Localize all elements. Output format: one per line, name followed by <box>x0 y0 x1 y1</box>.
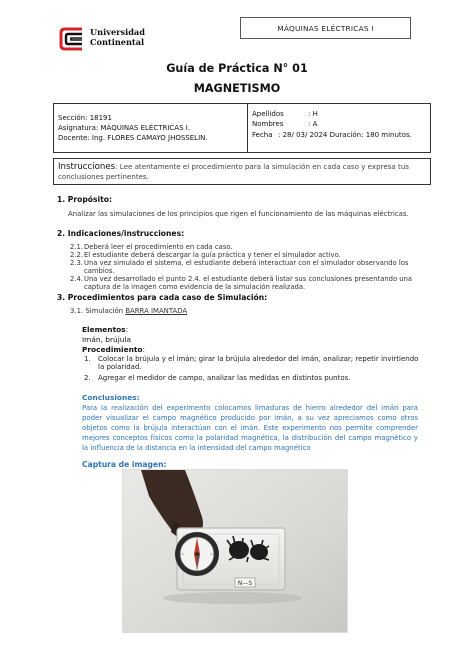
apellidos-row <box>252 109 430 119</box>
list-item-number: 2.2. <box>70 251 83 259</box>
procedure-step <box>84 374 422 382</box>
list-item-text: Una vez desarrollado el punto 2.4. el estudiante deberá listar sus conclusiones presentando una captura de la imagen como evidencia de la simulación realizada. <box>84 275 413 291</box>
subject-label: Asignatura: <box>58 124 101 132</box>
nombres-value: : A <box>308 120 318 129</box>
compass-icon <box>175 532 219 576</box>
university-name-line1: Universidad <box>90 27 145 37</box>
subject-field <box>58 123 247 133</box>
elements-heading <box>82 325 128 334</box>
subject-value: MÁQUINAS ELÉCTRICAS I. <box>100 124 191 132</box>
capture-title: Captura de imagen: <box>82 460 167 469</box>
procedure-step <box>84 355 422 372</box>
procedure-step-number: 2. <box>84 374 91 382</box>
list-item-text: Una vez simulado el sistema, el estudiante deberá interactuar con el simulador observando los cambios. <box>84 259 409 275</box>
page-subtitle: MAGNETISMO <box>193 82 281 95</box>
apellidos-value: : H <box>308 110 318 118</box>
subsection-3-1-prefix: 3.1. Simulación <box>70 307 126 315</box>
instructions-box <box>53 158 431 185</box>
simulation-link[interactable]: BARRA IMANTADA <box>125 307 188 315</box>
section-2-title: 2. Indicaciones/instrucciones: <box>57 229 185 238</box>
experiment-photo-illustration <box>123 470 348 633</box>
nombres-label: Nombres <box>252 120 284 129</box>
list-item-text: Deberá leer el procedimiento en cada caso. <box>84 243 233 251</box>
subsection-3-1 <box>70 307 187 315</box>
fecha-row <box>252 130 430 140</box>
elements-value: Imán, brújula <box>82 335 132 344</box>
student-fields <box>248 104 430 152</box>
course-tag: MÁQUINAS ELÉCTRICAS I <box>240 17 411 39</box>
teacher-field: Docente: Ing. FLORES CAMAYO JHOSSELIN. <box>58 134 208 142</box>
fecha-label: Fecha <box>252 130 273 139</box>
experiment-photo <box>122 469 348 633</box>
list-item <box>70 243 420 251</box>
conclusions-text: Para la realización del experimento colocamos limaduras de hierro alrededor del imán para poder visualizar el campo magnético producido por imán, a su vez apreciamos como otros objetos como la brújula interactúan con el imán. Este experimento nos permite comprender mejores conceptos físicos como la polaridad magnética, la distribución del campo magnético y la influencia de la distancia en la intensidad del campo magnético <box>82 404 418 452</box>
course-info <box>54 104 248 152</box>
student-info-box <box>53 103 431 153</box>
section-1-title: 1. Propósito: <box>57 195 112 204</box>
university-name-line2: Continental <box>90 37 145 47</box>
list-item-text: El estudiante deberá descargar la guía práctica y tener el simulador activo. <box>84 251 341 259</box>
elements-label: Elementos <box>82 325 126 334</box>
magnet-label-text: N—S <box>237 580 253 587</box>
list-item <box>70 275 420 291</box>
section-1-text: Analizar las simulaciones de los principios que rigen el funcionamiento de las máquinas eléctricas. <box>68 210 409 218</box>
conclusions-title: Conclusiones: <box>82 393 140 402</box>
procedure-label: Procedimiento <box>82 345 143 354</box>
list-item <box>70 251 420 259</box>
nombres-row <box>252 119 430 129</box>
section-3-title: 3. Procedimientos para cada caso de Simulación: <box>57 293 268 302</box>
fecha-value: : 28/ 03/ 2024 Duración: 180 minutos. <box>278 130 412 139</box>
instructions-lead: Instrucciones <box>58 162 116 172</box>
list-item-number: 2.3. <box>70 259 83 267</box>
university-logo <box>58 24 168 58</box>
procedure-step-text: Agregar el medidor de campo, analizar las medidas en distintos puntos. <box>98 374 351 382</box>
section-field: Sección: 18191 <box>58 114 112 122</box>
procedure-step-text: Colocar la brújula y el imán; girar la brújula alrededor del imán, analizar; repetir invirtiendo la polaridad. <box>98 355 419 372</box>
list-item <box>70 259 420 275</box>
instructions-text: : Lee atentamente el procedimiento para la simulación en cada caso y expresa tus conclusiones pertinentes. <box>58 162 410 181</box>
procedure-colon: : <box>142 345 145 354</box>
list-item-number: 2.1. <box>70 243 83 251</box>
procedure-heading <box>82 345 145 354</box>
elements-colon: : <box>125 325 129 334</box>
list-item-number: 2.4. <box>70 275 83 283</box>
continental-logo-icon <box>58 26 86 52</box>
page-title: Guía de Práctica N° 01 <box>166 62 308 75</box>
procedure-step-number: 1. <box>84 355 91 363</box>
apellidos-label: Apellidos <box>252 110 284 118</box>
